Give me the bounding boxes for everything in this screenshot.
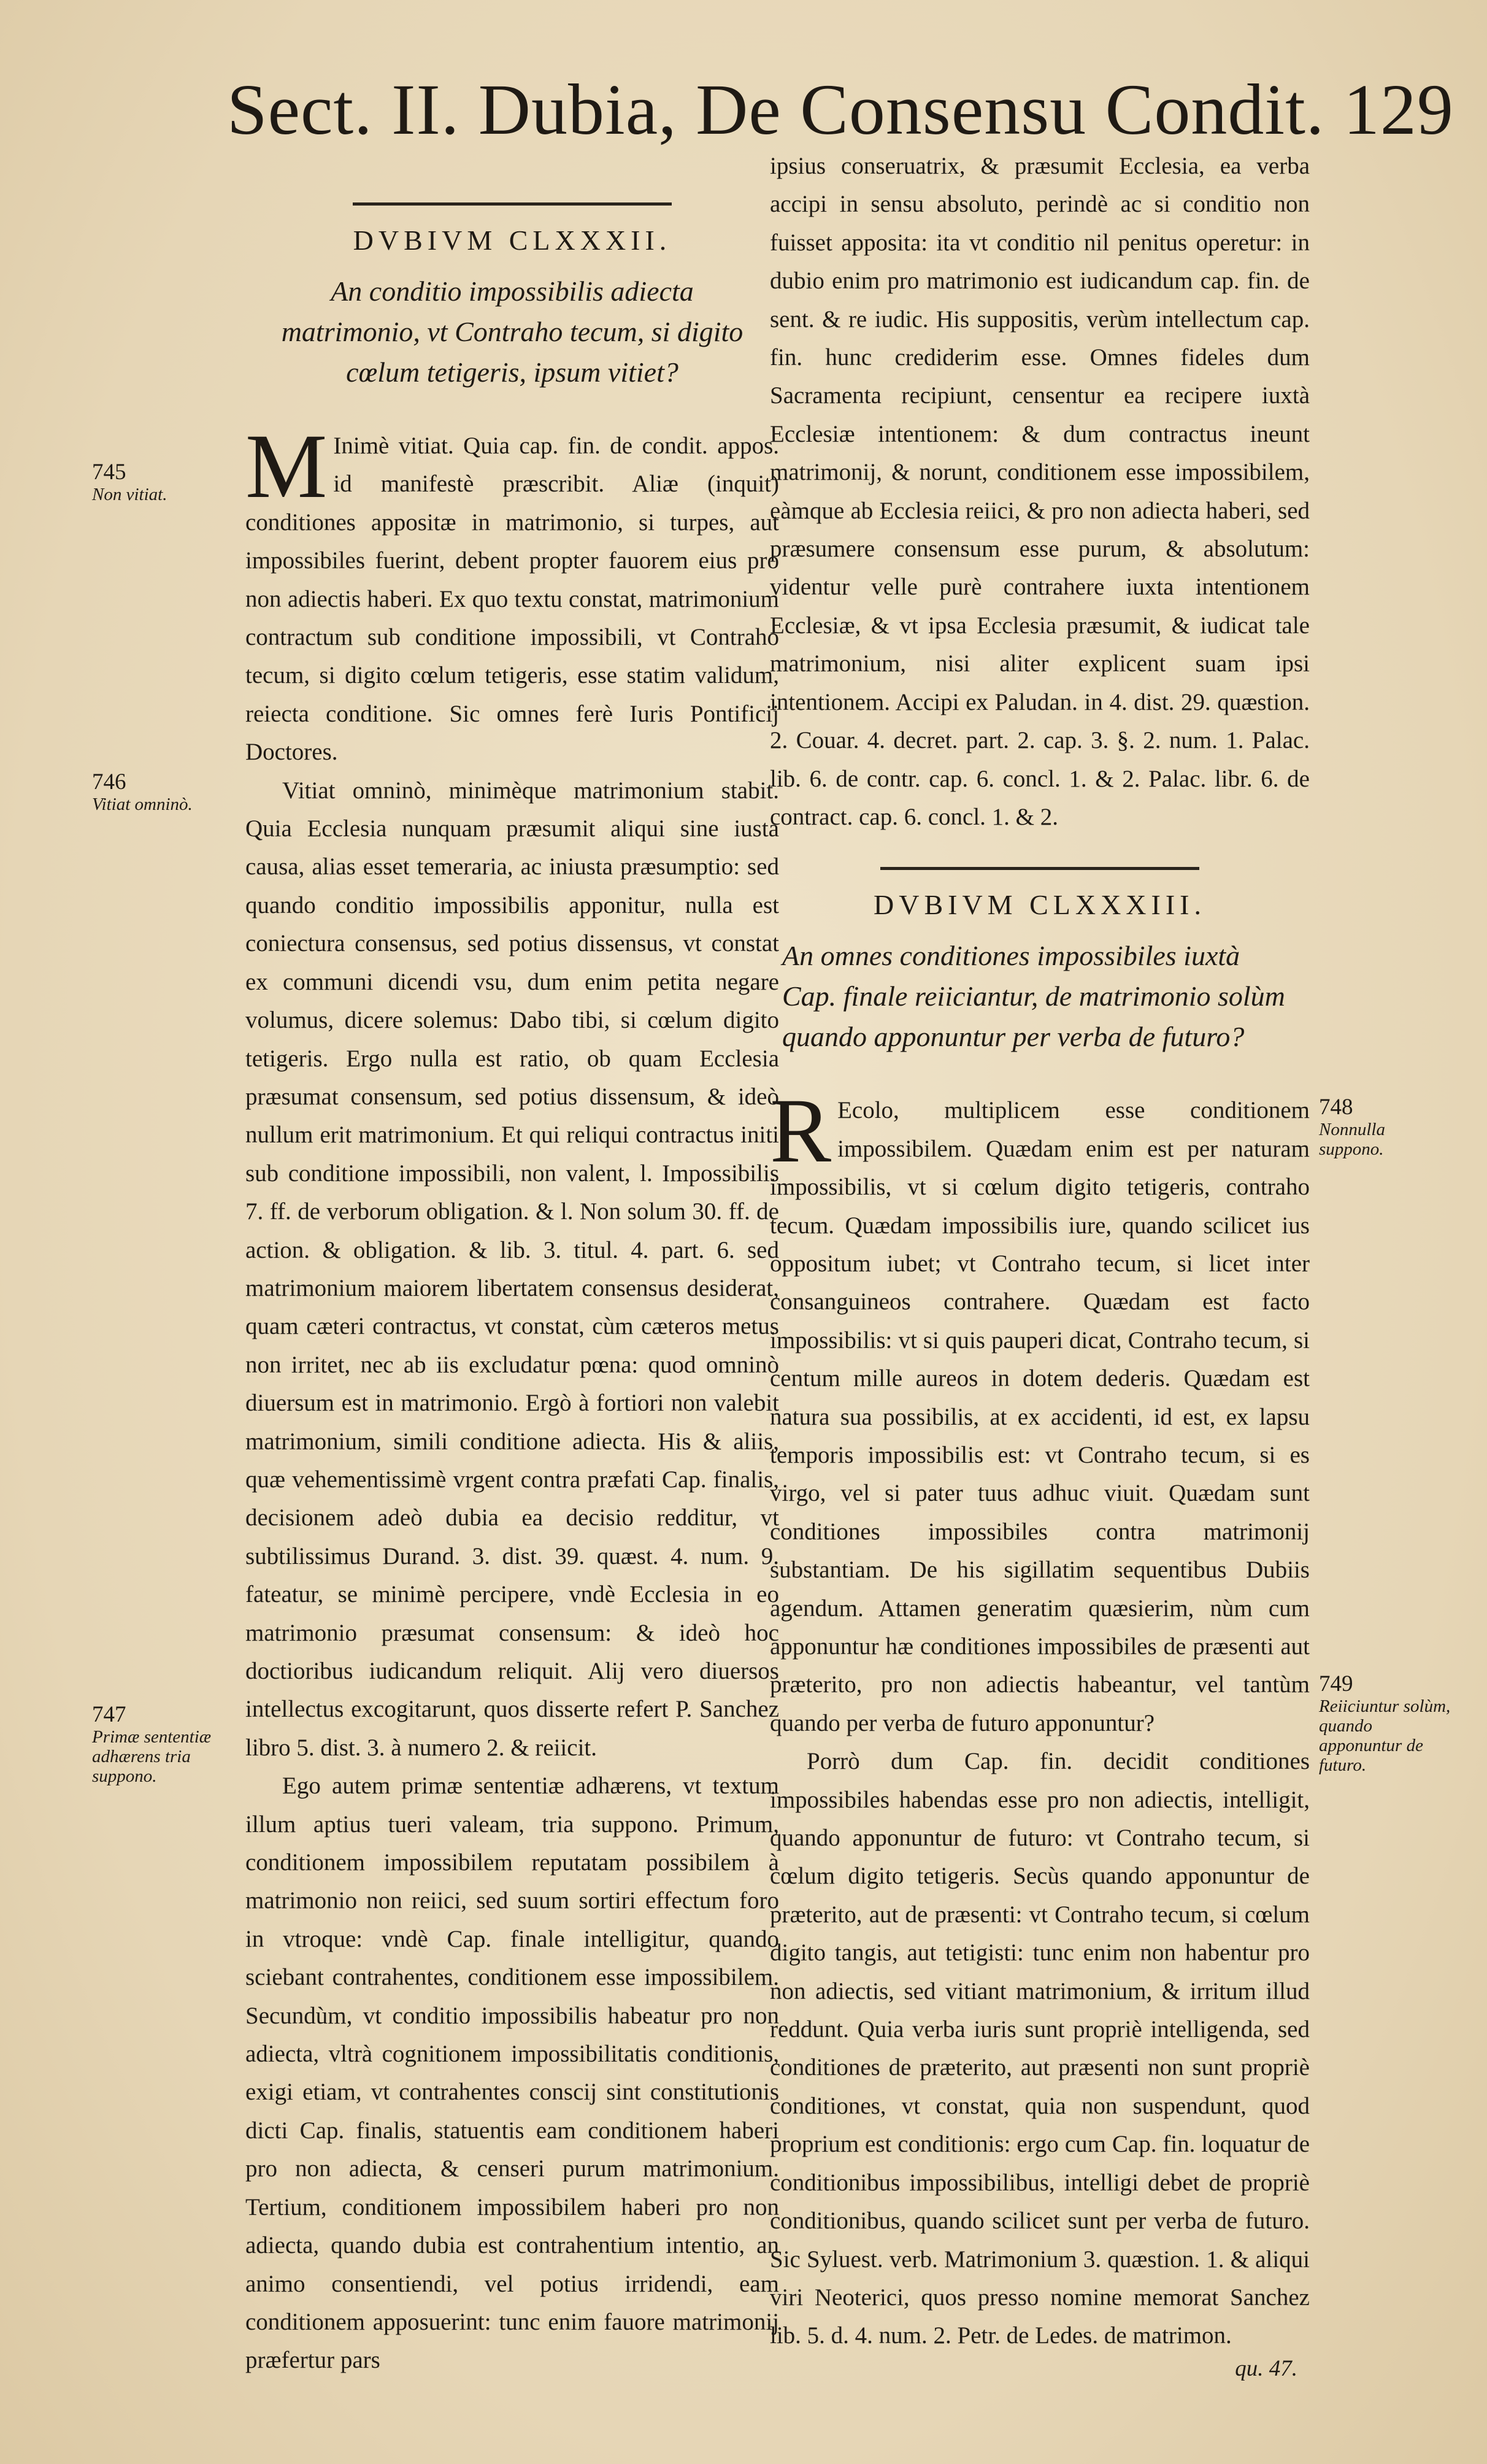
margin-text: Vitiat omninò. [92,795,193,814]
margin-number: 745 [92,460,126,485]
paragraph: Ego autem primæ sententiæ adhærens, vt textum illum aptius tueri valeam, tria suppono. Primum, conditionem impossibilem reputatam possibilem à matrimonio non reiici, sed suum sortiri effectum foro in vtroque: vndè Cap. finale intelligitur, quando sciebant contrahentes, conditionem esse impossibilem. Secundùm, vt conditio impossibilis habeatur pro non adiecta, vltrà cognitionem impossibilitatis conditionis, exigi etiam, vt contrahentes conscij sint constitutionis dicti Cap. finalis, statuentis eam conditionem haberi pro non adiecta, & censeri purum matrimonium. Tertium, conditionem impossibilem haberi pro non adiecta, quando dubia est contrahentium intentio, an animo consentiendi, vel potius irridendi, eam conditionem apposuerint: tunc enim fauore matrimonij præfertur pars [245,1773,779,2374]
margin-number: 749 [1319,1671,1353,1696]
drop-cap: M [245,415,328,517]
margin-text: Reiiciuntur solùm, quando apponuntur de futuro. [1319,1696,1451,1775]
margin-note [1319,1095,1454,1159]
paragraph [245,415,779,772]
paragraph: Porrò dum Cap. fin. decidit conditiones impossibiles habendas esse pro non adiectis, intelligit, quando apponuntur de futuro: vt Contraho tecum, si cœlum digito tetigeris. Secùs quando apponuntur de præterito, aut de præsenti: vt Contraho tecum, si cœlum digito tangis, aut tetigisti: tunc enim non habentur pro non adiectis, sed vitiant matrimonium, & irritum illud reddunt. Quia verba iuris sunt propriè intelligenda, sed conditiones de præterito, aut præsenti non sunt propriè conditiones, vt constat, quia non suspendunt, quod proprium est conditionis: ergo cum Cap. fin. loquatur de conditionibus impossibilibus, intelligi debet de propriè conditionibus, quando scilicet sunt per verba de futuro. Sic Syluest. verb. Matrimonium 3. quæstion. 1. & aliqui viri Neoterici, quos presso nomine memorat Sanchez lib. 5. d. 4. num. 2. Petr. de Ledes. de matrimon. [770,1748,1310,2349]
paragraph: Vitiat omninò, minimèque matrimonium stabit. Quia Ecclesia nunquam præsumit aliqui sine iusta causa, alias esset temeraria, ac iniusta præsumptio: sed quando conditio impossibilis apponitur, nulla est coniectura consensus, sed potius dissensus, vt constat ex communi dicendi vsu, dum enim petita negare volumus, dicere solemus: Dabo tibi, si cœlum digito tetigeris. Ergo nulla est ratio, ob quam Ecclesia præsumat consensum, sed potius dissensum, & ideò nullum erit matrimonium. Et qui reliqui contractus initi sub conditione impossibili, non valent, l. Impossibilis 7. ff. de verborum obligation. & l. Non solum 30. ff. de action. & obligation. & lib. 3. titul. 4. part. 6. sed matrimonium maiorem libertatem consensus desiderat, quam cæteri contractus, vt constat, cùm cæteros metus non irritet, nec ab iis excludatur pœna: quod omninò diuersum est in matrimonio. Ergò à fortiori non valebit matrimonium, simili conditione adiecta. His & aliis, quæ vehementissimè vrgent contra præfati Cap. finalis, decisionem adeò dubia ea decisio redditur, vt subtilissimus Durand. 3. dist. 39. quæst. 4. num. 9. fateatur, se minimè percipere, vndè Ecclesia in eo matrimonio præsumat consensum: & ideò hoc doctioribus iudicandum reliquit. Alij vero diuersos intellectus excogitarunt, quos disserte refert P. Sanchez libro 5. dist. 3. à numero 2. & reiicit. [245,777,779,1761]
heading-rule [880,867,1199,870]
margin-text: Primæ sententiæ adhærens tria suppono. [92,1727,212,1786]
margin-note [92,1703,236,1786]
margin-note [1319,1672,1454,1775]
question-text: An conditio impossibilis adiecta matrimonio, vt Contraho tecum, si digito cœlum tetigeris, ipsum vitiet? [281,275,744,388]
paragraph-text: Inimè vitiat. Quia cap. fin. de condit. appos. id manifestè præscribit. Aliæ (inquit) conditiones appositæ in matrimonio, si turpes, aut impossibiles fuerint, debent propter fauorem eius pro non adiectis haberi. Ex quo textu constat, matrimonium contractum sub conditione impossibili, vt Contraho tecum, si digito cœlum tetigeris, esse statim validum, reiecta conditione. Sic omnes ferè Iuris Pontificij Doctores. [245,433,779,766]
margin-note [92,460,245,504]
drop-cap: R [770,1080,832,1182]
question-text: An omnes conditiones impossibiles iuxtà Cap. finale reiiciantur, de matrimonio solùm quando apponuntur per verba de futuro? [782,940,1285,1053]
dubium-heading: DVBIVM CLXXXII. [353,225,672,256]
left-column [245,202,779,2380]
dubium-heading: DVBIVM CLXXXIII. [874,889,1206,921]
paragraph [770,1080,1310,1742]
margin-note [92,770,236,814]
paragraph-text: Ecolo, multiplicem esse conditionem impossibilem. Quædam enim est per naturam impossibilis, vt si cœlum digito tetigeris, contraho tecum. Quædam impossibilis iure, quando scilicet ius oppositum iubet; vt Contraho tecum, si licet inter consanguineos contrahere. Quædam est facto impossibilis: vt si quis pauperi dicat, Contraho tecum, si centum mille aureos in dotem dederis. Quædam est natura sua possibilis, at ex accidenti, id est, ex lapsu temporis impossibilis est: vt Contraho tecum, si es virgo, vel si pater tuus adhuc viuit. Quædam sunt conditiones impossibiles contra matrimonij substantiam. De his sigillatim sequentibus Dubiis agendum. Attamen generatim quæsierim, nùm cum apponuntur hæ conditiones impossibiles de præsenti aut præterito, pro non adiectis habeantur, vel tantùm quando per verba de futuro apponuntur? [770,1097,1310,1736]
margin-text: Non vitiat. [92,485,167,504]
running-head: Sect. II. Dubia, De Consensu Condit. 129 [227,69,1454,150]
margin-text: Nonnulla suppono. [1319,1120,1385,1159]
catchword: qu. 47. [1235,2355,1297,2381]
heading-rule [353,202,672,206]
margin-number: 748 [1319,1095,1353,1120]
continuation-paragraph: ipsius conseruatrix, & præsumit Ecclesia, ea verba accipi in sensu absoluto, perindè ac si conditio non fuisset apposita: ita vt conditio nil penitus operetur: in dubio enim pro matrimonio est iudicandum cap. fin. de sent. & re iudic. His suppositis, verùm intellectum cap. fin. hunc crediderim esse. Omnes fideles dum Sacramenta recipiunt, censentur ea recipere iuxtà Ecclesiæ intentionem: & dum contractus ineunt matrimonij, & norunt, conditionem esse impossibilem, eàmque ab Ecclesia reiici, & pro non adiecta haberi, sed præsumere consensum esse purum, & absolutum: videntur velle purè contrahere iuxta intentionem Ecclesiæ, & vt ipsa Ecclesia præsumit, & iudicat tale matrimonium, nisi aliter explicent suam ipsi intentionem. Accipi ex Paludan. in 4. dist. 29. quæstion. 2. Couar. 4. decret. part. 2. cap. 3. §. 2. num. 1. Palac. lib. 6. de contr. cap. 6. concl. 1. & 2. Palac. libr. 6. de contract. cap. 6. concl. 1. & 2. [770,153,1310,830]
margin-number: 747 [92,1702,126,1727]
right-column [770,147,1310,2382]
margin-number: 746 [92,769,126,795]
